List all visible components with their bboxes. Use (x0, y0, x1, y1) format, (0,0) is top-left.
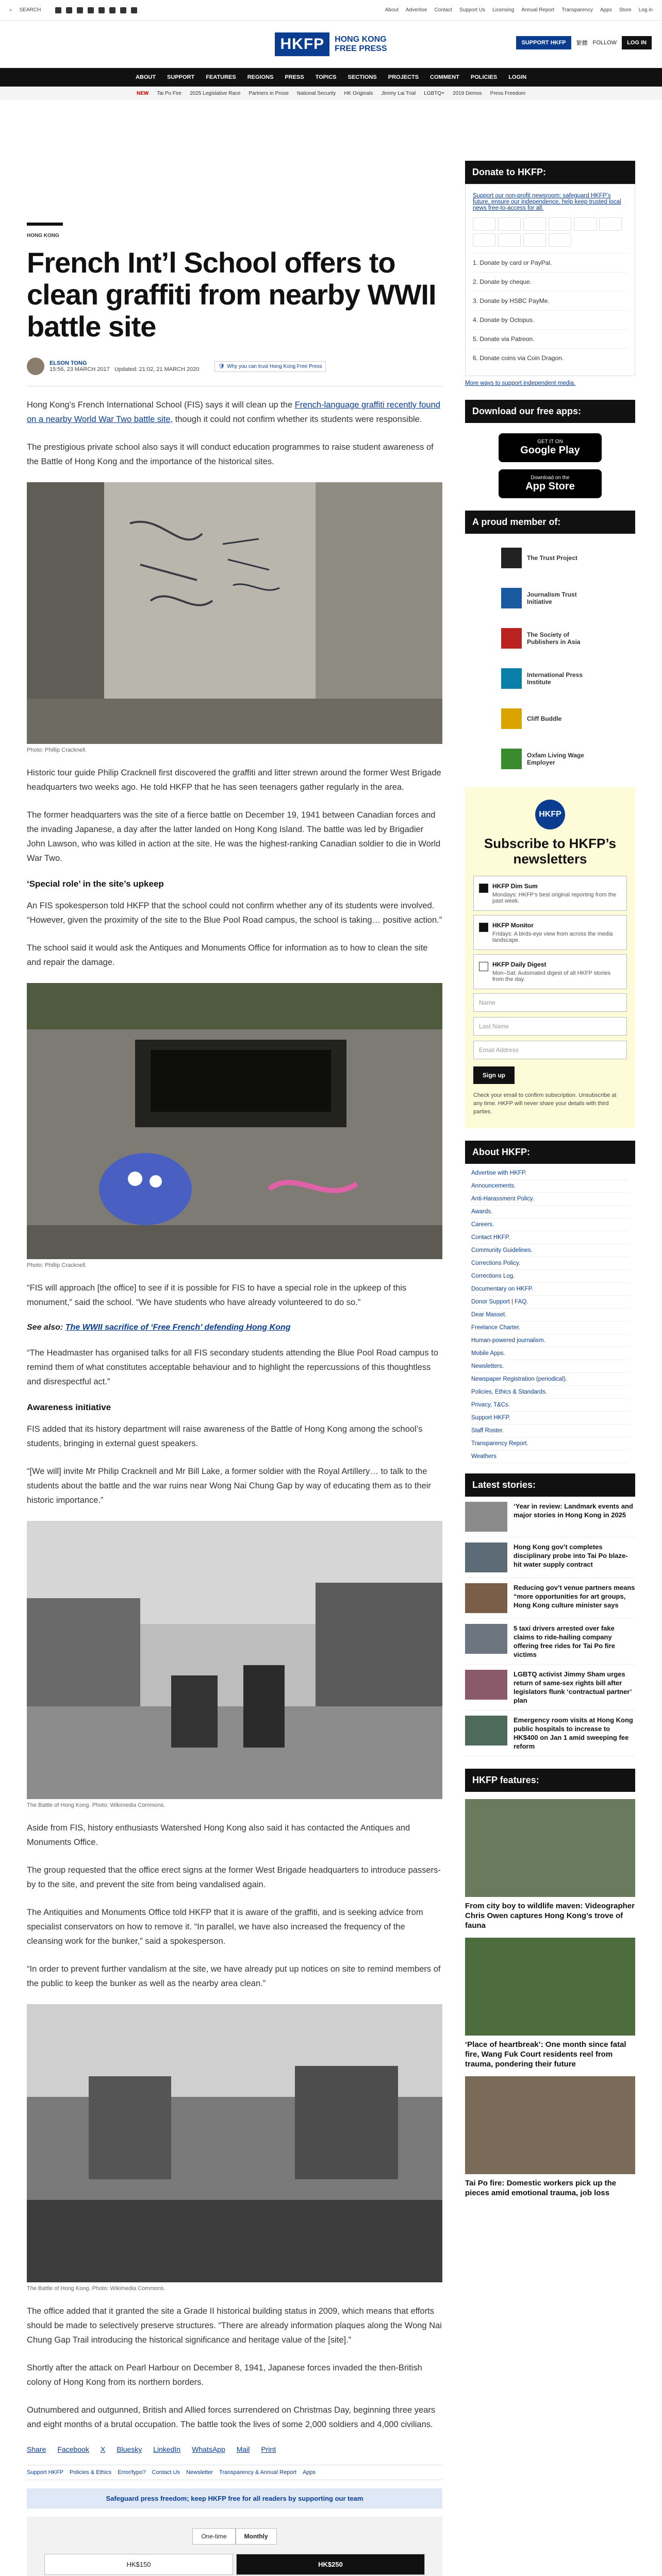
latest-thumb (465, 1670, 507, 1700)
feature-card[interactable] (465, 2076, 635, 2198)
article-footer-links (27, 2465, 442, 2480)
paragraph: The former headquarters was the site of a fierce battle on December 19, 1941 between Canadian forces and the invading Japanese, a day after the latter landed on Hong Kong Island. The battle was led by Brigadier John Lawson, who was killed in action at the site. He was the highest-ranking Canadian soldier to die in World War Two. (27, 810, 441, 863)
paragraph: The Antiquities and Monuments Office told HKFP that it is aware of the graffiti, and is seeking advice from specialist conservators on how to remove it. “In parallel, we have also increased the frequency of the cleansing work for the bunker,” said a spokesperson. (27, 1908, 423, 1946)
hkfp-logo[interactable] (275, 32, 387, 56)
about-item[interactable]: Freelance Charter. (471, 1321, 629, 1334)
member-logos (465, 534, 635, 787)
about-item[interactable]: Weathers (471, 1450, 629, 1463)
historic-street-image (27, 1521, 442, 1799)
masthead (0, 21, 662, 68)
instagram-icon[interactable] (77, 7, 83, 13)
nav-features[interactable]: FEATURES (206, 74, 236, 80)
about-item[interactable]: Transparency Report. (471, 1437, 629, 1450)
article-main (27, 100, 442, 2576)
latest-list (465, 1497, 635, 1756)
opt-desc: Mondays: HKFP’s best original reporting from the past week. (492, 892, 617, 904)
sopa-icon (501, 628, 522, 649)
feature-title: ‘Place of heartbreak’: One month since fatal fire, Wang Fuk Court residents reel from trauma, pondering their future (465, 2040, 626, 2069)
top-link-support[interactable]: Support Us (459, 7, 486, 13)
last-name-input[interactable]: Last Name (473, 1017, 627, 1036)
safeguard-banner[interactable]: Safeguard press freedom; keep HKFP free for all readers by supporting our team (27, 2488, 442, 2509)
mastercard-icon (498, 217, 521, 231)
trending-item[interactable]: Jimmy Lai Trial (381, 90, 416, 96)
photo-caption: Photo: Phillip Cracknell. (27, 1262, 87, 1268)
latest-item[interactable] (465, 1537, 635, 1578)
latest-title: 5 taxi drivers arrested over fake claims to ride-hailing company offering free rides for Tai Po fire victims (514, 1624, 615, 1658)
about-item[interactable]: Contact HKFP. (471, 1231, 629, 1244)
paragraph: “[We will] invite Mr Philip Cracknell and Mr Bill Lake, a former soldier with the Royal Artillery… to talk to the students about the battle and the war ruins near Wong Nai Chung Gap by way of educating them as to their historic importance.” (27, 1467, 431, 1505)
member-name: Cliff Buddle (527, 715, 562, 722)
historic-crowd-image (27, 2004, 442, 2282)
cliff-buddle-icon (501, 708, 522, 729)
feature-title: Tai Po fire: Domestic workers pick up the pieces amid emotional trauma, job loss (465, 2179, 617, 2197)
footer-link-error[interactable]: Error/typo? (118, 2469, 146, 2476)
trending-label: NEW (136, 90, 149, 96)
latest-thumb (465, 1583, 507, 1613)
trust-project-icon (501, 548, 522, 568)
newsletter-logo: HKFP (535, 800, 565, 829)
share-bluesky[interactable]: Bluesky (117, 2445, 142, 2453)
title-rule (27, 223, 63, 226)
about-item[interactable]: Privacy, T&Cs. (471, 1399, 629, 1412)
latest-item[interactable] (465, 1578, 635, 1619)
latest-title: LGBTQ activist Jimmy Sham urges return of same-sex rights bill after legislators flunk ‘contractual partner’ plan (514, 1670, 632, 1704)
donate-text-link[interactable]: Support our non-profit newsroom: safeguard HKFP’s future, ensure our independence, help keep trusted local news free-to-access for all. (473, 193, 621, 211)
see-also-link[interactable]: The WWII sacrifice of ‘Free French’ defending Hong Kong (65, 1323, 291, 1332)
opt-title: HKFP Dim Sum (492, 883, 538, 890)
about-item[interactable]: Corrections Policy. (471, 1257, 629, 1270)
member-oxfam[interactable] (465, 739, 635, 779)
top-link-annual-report[interactable]: Annual Report (521, 7, 555, 13)
about-item[interactable]: Careers. (471, 1218, 629, 1231)
donate-method[interactable]: 5. Donate via Patreon. (473, 329, 627, 348)
paragraph (27, 398, 442, 427)
monthly-option[interactable]: Monthly (236, 2528, 277, 2545)
photo-caption: The Battle of Hong Kong. Photo: Wikimedia Commons. (27, 2285, 166, 2292)
amount-150[interactable]: HK$150 (44, 2554, 233, 2575)
about-heading: About HKFP: (465, 1141, 635, 1164)
google-play-badge[interactable] (499, 433, 602, 462)
share-label[interactable]: Share (27, 2445, 46, 2453)
member-heading: A proud member of: (465, 511, 635, 534)
latest-thumb (465, 1716, 507, 1745)
paragraph: An FIS spokesperson told HKFP that the school could not confirm whether any of its students were involved. “However, given the proximity of the site to the Blue Pool Road campus, the school is taking… positive action.” (27, 901, 442, 925)
about-item[interactable]: Corrections Log. (471, 1270, 629, 1283)
donate-heading: Donate to HKFP: (465, 161, 635, 184)
trending-item[interactable]: Press Freedom (490, 90, 526, 96)
latest-title: Reducing gov’t venue partners means “more opportunities for art groups, Hong Kong culture minister says (514, 1584, 635, 1609)
top-bar (0, 0, 662, 21)
nav-regions[interactable]: REGIONS (247, 74, 274, 80)
paragraph: FIS added that its history department will raise awareness of the Battle of Hong Kong among the school’s students, bringing in external guest speakers. (27, 1425, 423, 1448)
logo-name-line2: FREE PRESS (335, 44, 387, 53)
graffiti-photo-1 (27, 482, 442, 744)
paragraph: The prestigious private school also says it will conduct education programmes to raise student awareness of the Battle of Hong Kong and the importance of the historical sites. (27, 443, 434, 466)
shield-icon: 🛡 (218, 363, 225, 369)
features-heading: HKFP features: (465, 1769, 635, 1792)
share-mail[interactable]: Mail (236, 2445, 250, 2453)
ipi-icon (501, 668, 522, 689)
linkedin-icon[interactable] (120, 7, 126, 13)
share-x[interactable]: X (100, 2445, 106, 2453)
about-item[interactable]: Anti-Harassment Policy. (471, 1193, 629, 1206)
visa-icon (473, 217, 495, 231)
nav-support[interactable]: SUPPORT (167, 74, 195, 80)
feature-card[interactable] (465, 1938, 635, 2069)
share-whatsapp[interactable]: WhatsApp (192, 2445, 225, 2453)
applepay-icon (574, 217, 597, 231)
signup-button[interactable]: Sign up (473, 1066, 515, 1084)
paragraph: The office added that it granted the site a Grade II historical building status in 2009, which means that efforts should be made to selectively preserve structures. “There are already information plaques along the Wong Nai Chung Gap Trail introducing the historical significance and heritage value of the [site].” (27, 2307, 442, 2345)
donate-method[interactable]: 3. Donate by HSBC PayMe. (473, 291, 627, 310)
opt-desc: Fridays: A birds-eye view from across the media landscape. (492, 931, 613, 943)
paragraph: “FIS will approach [the office] to see if it is possible for FIS to have a special role in the upkeep of this monument,” said the school. “We have students who have already volunteered to do so.” (27, 1283, 407, 1307)
share-print[interactable]: Print (261, 2445, 276, 2453)
top-link-about[interactable]: About (385, 7, 399, 13)
trending-item[interactable]: Partners in Prose (249, 90, 289, 96)
donate-box (465, 184, 635, 376)
latest-item[interactable] (465, 1710, 635, 1756)
graffiti-link[interactable]: French-language graffiti recently found on a nearby World War Two battle site (27, 400, 440, 424)
footer-link-support[interactable]: Support HKFP (27, 2469, 63, 2476)
paragraph: The group requested that the office erect signs at the former West Brigade headquarters to introduce passers-by to the site, and prevent the site from being vandalised again. (27, 1866, 441, 1889)
member-jti[interactable] (465, 578, 635, 618)
about-item[interactable]: Human-powered journalism. (471, 1334, 629, 1347)
about-item[interactable]: Mobile Apps. (471, 1347, 629, 1360)
latest-item[interactable] (465, 1497, 635, 1537)
member-name: International Press Institute (527, 671, 583, 686)
as-small: Download on the (531, 475, 570, 481)
donate-methods (473, 253, 627, 367)
paragraph: Aside from FIS, history enthusiasts Watershed Hong Kong also said it has contacted the Antiques and Monuments Office. (27, 1823, 410, 1847)
about-item[interactable]: Community Guidelines. (471, 1244, 629, 1257)
latest-item[interactable] (465, 1665, 635, 1710)
octopus-icon (498, 233, 521, 247)
nav-login[interactable]: LOGIN (508, 74, 527, 80)
section-label[interactable]: HONG KONG (27, 233, 59, 239)
feature-image (465, 1799, 635, 1897)
patreon-icon (523, 233, 546, 247)
graffiti-photo-2 (27, 983, 442, 1259)
member-name: Oxfam Living Wage Employer (527, 752, 584, 766)
newsletter-title: Subscribe to HKFP’s newsletters (484, 836, 617, 867)
top-link-store[interactable]: Store (619, 7, 632, 13)
newsletter-note: Check your email to confirm subscription. Unsubscribe at any time. HKFP will never share your details with third parties. (473, 1092, 617, 1115)
about-item[interactable]: Advertise with HKFP. (471, 1167, 629, 1180)
bunker-wall-image (27, 482, 442, 744)
main-nav (0, 68, 662, 87)
amount-250[interactable]: HK$250 (236, 2554, 425, 2575)
latest-thumb (465, 1543, 507, 1572)
member-ipi[interactable] (465, 658, 635, 699)
about-item[interactable]: Policies, Ethics & Standards. (471, 1386, 629, 1399)
share-linkedin[interactable]: LinkedIn (153, 2445, 181, 2453)
bluesky-icon[interactable] (131, 7, 137, 13)
jti-icon (501, 588, 522, 608)
share-bar (27, 2445, 442, 2453)
paragraph: The school said it would ask the Antiques and Monuments Office for information as to how to clean the site and repair the damage. (27, 943, 428, 967)
about-item[interactable]: Newsletters. (471, 1360, 629, 1373)
nav-topics[interactable]: TOPICS (315, 74, 337, 80)
byline (27, 353, 442, 380)
newsletter-digest-checkbox[interactable] (473, 954, 627, 989)
oxfam-icon (501, 749, 522, 769)
amex-icon (523, 217, 546, 231)
trending-item[interactable]: 2025 Legislative Race (190, 90, 241, 96)
language-link[interactable]: 繁體 (576, 40, 588, 46)
app-store-badge[interactable] (499, 469, 602, 498)
member-trust-project[interactable] (465, 538, 635, 578)
newsletter-box (465, 787, 635, 1128)
feature-image (465, 1938, 635, 2036)
paragraph: “In order to prevent further vandalism at the site, we have already put up notices on site to remind members of the public to keep the bunker as well as the nearby area clean.” (27, 1964, 441, 1988)
about-item[interactable]: Support HKFP. (471, 1412, 629, 1425)
trending-item[interactable]: Tai Po Fire (157, 90, 182, 96)
facebook-icon[interactable] (55, 7, 61, 13)
top-link-login[interactable]: Log in (638, 7, 653, 13)
footer-link-newsletter[interactable]: Newsletter (186, 2469, 213, 2476)
apps-heading: Download our free apps: (465, 400, 635, 423)
latest-heading: Latest stories: (465, 1473, 635, 1497)
feature-image (465, 2076, 635, 2174)
paragraph: Shortly after the attack on Pearl Harbour on December 8, 1941, Japanese forces invaded the then-British colony of Hong Kong from its northern borders. (27, 2363, 422, 2387)
member-name: Journalism Trust Initiative (527, 591, 577, 605)
text: , though it could not confirm whether its students were responsible. (170, 415, 422, 424)
trending-item[interactable]: 2019 Demos (452, 90, 482, 96)
battle-photo-2 (27, 2004, 442, 2282)
top-link-contact[interactable]: Contact (434, 7, 453, 13)
x-icon[interactable] (66, 7, 72, 13)
gp-label: Google Play (520, 445, 580, 456)
nav-about[interactable]: ABOUT (135, 74, 156, 80)
logo-name-line1: HONG KONG (335, 35, 387, 44)
latest-title: Hong Kong gov’t completes disciplinary probe into Tai Po blaze-hit water supply contract (514, 1543, 628, 1568)
updated-date: Updated: 21:02, 21 MARCH 2020 (114, 366, 200, 372)
nav-press[interactable]: PRESS (285, 74, 304, 80)
as-label: App Store (525, 481, 575, 492)
article-title: French Int’l School offers to clean graffiti from nearby WWII battle site (27, 246, 436, 343)
donate-method[interactable]: 1. Donate by card or PayPal. (473, 253, 627, 272)
top-link-transparency[interactable]: Transparency (561, 7, 593, 13)
sidebar (465, 100, 635, 2576)
footer-link-contact[interactable]: Contact Us (152, 2469, 180, 2476)
member-cliff-buddle[interactable] (465, 699, 635, 739)
nav-projects[interactable]: PROJECTS (388, 74, 419, 80)
about-item[interactable]: Dear Masset. (471, 1309, 629, 1321)
one-time-option[interactable]: One-time (192, 2528, 235, 2545)
follow-link[interactable]: FOLLOW (592, 40, 617, 46)
latest-thumb (465, 1624, 507, 1654)
telegram-icon[interactable] (109, 7, 115, 13)
top-link-licensing[interactable]: Licensing (492, 7, 515, 13)
about-item[interactable]: Documentary on HKFP. (471, 1283, 629, 1296)
about-list (465, 1164, 635, 1473)
donate-method[interactable]: 2. Donate by cheque. (473, 272, 627, 291)
opt-title: HKFP Daily Digest (492, 961, 547, 968)
top-link-advertise[interactable]: Advertise (405, 7, 427, 13)
payment-icons (473, 217, 627, 247)
trending-nav (0, 87, 662, 100)
share-facebook[interactable]: Facebook (57, 2445, 89, 2453)
first-name-input[interactable]: Name (473, 993, 627, 1012)
paragraph: Outnumbered and outgunned, British and Allied forces surrendered on Christmas Day, beginning three years and eight months of a brutal occupation. The battle took the lives of some 2,000 soldiers and 4,000 civilians. (27, 2405, 436, 2429)
trending-item[interactable]: National Security (296, 90, 336, 96)
footer-link-apps[interactable]: Apps (303, 2469, 316, 2476)
gp-small: GET IT ON (537, 439, 563, 445)
opt-title: HKFP Monitor (492, 922, 534, 929)
author-name[interactable]: ELSON TONG (49, 360, 87, 366)
footer-link-transparency[interactable]: Transparency & Annual Report (219, 2469, 297, 2476)
more-ways-link[interactable]: More ways to support independent media. (465, 380, 576, 386)
trust-badge[interactable] (214, 361, 325, 372)
latest-thumb (465, 1502, 507, 1532)
feature-title: From city boy to wildlife maven: Videographer Chris Owen captures Hong Kong’s trove of fauna (465, 1902, 635, 1930)
trending-item[interactable]: HK Originals (344, 90, 373, 96)
about-item[interactable]: Donor Support | FAQ. (471, 1296, 629, 1309)
amount-options (44, 2554, 425, 2576)
about-item[interactable]: Awards. (471, 1206, 629, 1218)
member-name: The Society of Publishers in Asia (527, 631, 581, 646)
coindragon-icon (549, 233, 571, 247)
trust-text: Why you can trust Hong Kong Free Press (227, 363, 322, 369)
publish-date: 15:56, 23 MARCH 2017 (49, 366, 110, 372)
youtube-icon[interactable] (98, 7, 105, 13)
battle-photo-1 (27, 1521, 442, 1799)
about-item[interactable]: Newspaper Registration (periodical). (471, 1373, 629, 1386)
social-icons (55, 7, 137, 13)
subheading: ‘Special role’ in the site’s upkeep (27, 879, 164, 889)
member-sopa[interactable] (465, 618, 635, 658)
email-input[interactable]: Email Address (473, 1041, 627, 1059)
donate-method[interactable]: 6. Donate coins via Coin Dragon. (473, 348, 627, 367)
nav-policies[interactable]: POLICIES (470, 74, 498, 80)
nav-sections[interactable]: SECTIONS (347, 74, 377, 80)
photo-caption: Photo: Phillip Cracknell. (27, 747, 87, 753)
donate-method[interactable]: 4. Donate by Octopus. (473, 310, 627, 329)
latest-title: Emergency room visits at Hong Kong public hospitals to increase to HK$400 on Jan 1 amid sweeping fee reform (514, 1716, 633, 1750)
frequency-toggle (44, 2528, 425, 2545)
feature-card[interactable] (465, 1799, 635, 1930)
photo-caption: The Battle of Hong Kong. Photo: Wikimedia Commons. (27, 1802, 166, 1808)
opt-desc: Mon–Sat: Automated digest of all HKFP stories from the day. (492, 970, 611, 982)
trending-item[interactable]: LGBTQ+ (424, 90, 444, 96)
search-icon[interactable]: ⌕ (9, 7, 12, 13)
member-name: The Trust Project (527, 554, 578, 562)
payme-icon (473, 233, 495, 247)
about-item[interactable]: Staff Roster. (471, 1425, 629, 1437)
support-hkfp-button[interactable]: SUPPORT HKFP (516, 36, 571, 49)
top-link-apps[interactable]: Apps (600, 7, 612, 13)
login-button[interactable]: LOG IN (622, 36, 652, 49)
subheading: Awareness initiative (27, 1402, 111, 1412)
donation-box (27, 2517, 442, 2576)
paypal-icon (549, 217, 571, 231)
search-link[interactable]: SEARCH (19, 7, 41, 13)
app-badges (465, 423, 635, 511)
paragraph: Historic tour guide Philip Cracknell first discovered the graffiti and litter strewn around the former West Brigade headquarters two weeks ago. He told HKFP that he has seen teenagers gather regularly in the area. (27, 768, 441, 792)
googlepay-icon (599, 217, 622, 231)
see-also-label: See also: (27, 1323, 65, 1332)
footer-link-policies[interactable]: Policies & Ethics (69, 2469, 112, 2476)
paragraph: “The Headmaster has organised talks for all FIS secondary students attending the Blue Pool Road campus to remind them of what constitutes acceptable behaviour and to highlight the repercussions of this thoughtless and disrespectful act.” (27, 1348, 438, 1386)
logo-mark: HKFP (275, 32, 329, 56)
threads-icon[interactable] (88, 7, 94, 13)
newsletter-dimsum-checkbox[interactable] (473, 876, 627, 911)
see-also (27, 1323, 442, 1332)
bunker-graffiti-image (27, 983, 442, 1259)
latest-title: ‘Year in review: Landmark events and major stories in Hong Kong in 2025 (514, 1502, 633, 1519)
about-item[interactable]: Announcements. (471, 1180, 629, 1193)
author-avatar (27, 358, 44, 375)
nav-comment[interactable]: COMMENT (430, 74, 459, 80)
text: Hong Kong’s French International School (FIS) says it will clean up the (27, 400, 295, 410)
latest-item[interactable] (465, 1619, 635, 1665)
newsletter-monitor-checkbox[interactable] (473, 915, 627, 950)
